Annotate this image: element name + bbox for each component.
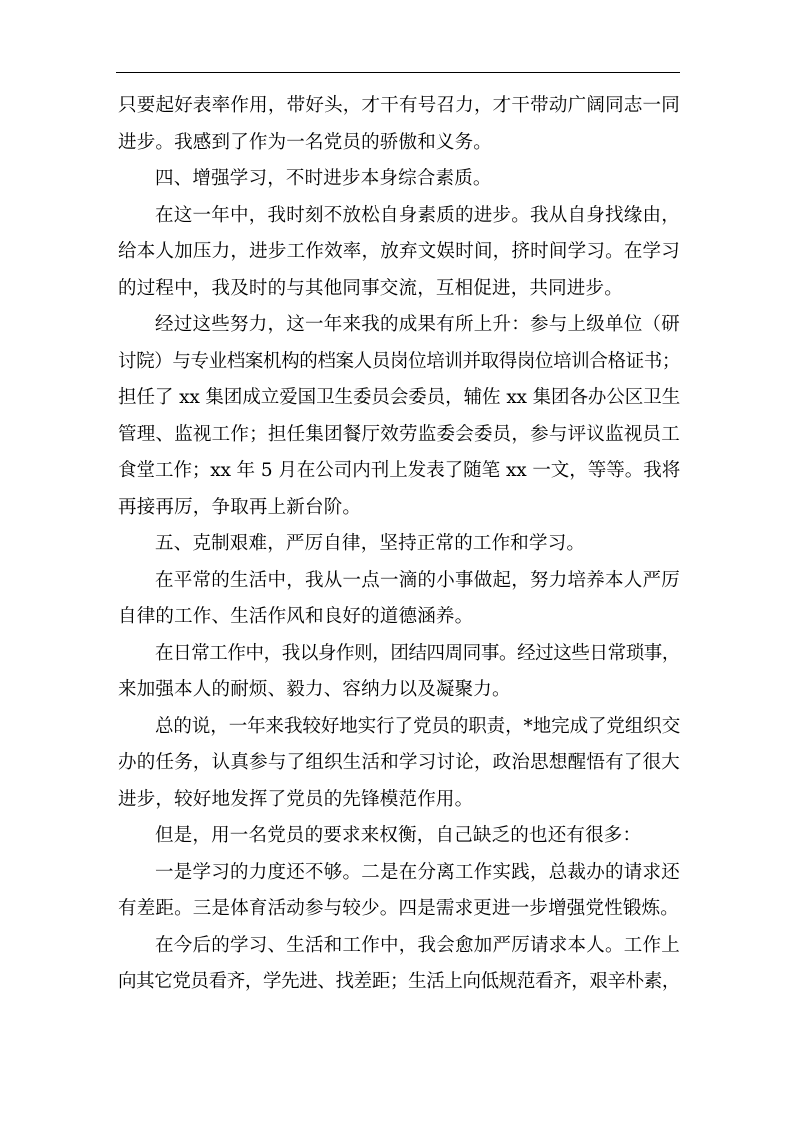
text-line: 来加强本人的耐烦、毅力、容纳力以及凝聚力。 [118, 679, 511, 700]
text-line: 办的任务，认真参与了组织生活和学习讨论，政治思想醒悟有了很大 [118, 752, 680, 773]
text-line: 但是，用一名党员的要求来权衡，自己缺乏的也还有很多： [155, 825, 642, 846]
text-line: 食堂工作；xx 年 5 月在公司内刊上发表了随笔 xx 一文，等等。我将 [118, 460, 680, 481]
body-text [118, 88, 680, 1001]
text-line: 在日常工作中，我以身作则，团结四周同事。经过这些日常琐事， [155, 642, 680, 664]
text-line: 只要起好表率作用，带好头，才干有号召力，才干带动广阔同志一同 [118, 95, 680, 116]
text-line: 给本人加压力，进步工作效率，放弃文娱时间，挤时间学习。在学习 [118, 241, 680, 262]
section-heading: 四、增强学习，不时进步本身综合素质。 [155, 168, 492, 189]
text-line: 进步。我感到了作为一名党员的骄傲和义务。 [118, 131, 493, 153]
text-line: 一是学习的力度还不够。二是在分离工作实践，总裁办的请求还 [155, 861, 680, 883]
text-line: 有差距。三是体育活动参与较少。四是需求更进一步增强党性锻炼。 [118, 898, 680, 919]
text-line: 管理、监视工作；担任集团餐厅效劳监委会委员，参与评议监视员工 [118, 423, 680, 445]
text-line: 进步，较好地发挥了党员的先锋模范作用。 [118, 788, 474, 810]
text-line: 经过这些努力，这一年来我的成果有所上升：参与上级单位（研 [155, 314, 680, 335]
text-line: 总的说，一年来我较好地实行了党员的职责，*地完成了党组织交 [155, 715, 680, 737]
text-line: 在今后的学习、生活和工作中，我会愈加严厉请求本人。工作上 [155, 934, 680, 956]
text-line: 担任了 xx 集团成立爱国卫生委员会委员，辅佐 xx 集团各办公区卫生 [118, 387, 680, 408]
text-line: 再接再厉，争取再上新台阶。 [118, 496, 362, 518]
text-line: 在这一年中，我时刻不放松自身素质的进步。我从自身找缘由， [155, 204, 680, 226]
text-line: 向其它党员看齐，学先进、找差距；生活上向低规范看齐，艰辛朴素， [118, 971, 680, 992]
text-line: 在平常的生活中，我从一点一滴的小事做起，努力培养本人严厉 [155, 569, 680, 591]
section-heading: 五、克制艰难，严厉自律，坚持正常的工作和学习。 [155, 533, 586, 554]
header-rule [116, 72, 680, 73]
text-line: 自律的工作、生活作风和良好的道德涵养。 [118, 606, 474, 627]
text-line: 讨院）与专业档案机构的档案人员岗位培训并取得岗位培训合格证书； [118, 350, 680, 372]
text-line: 的过程中，我及时的与其他同事交流，互相促进，共同进步。 [118, 277, 623, 299]
